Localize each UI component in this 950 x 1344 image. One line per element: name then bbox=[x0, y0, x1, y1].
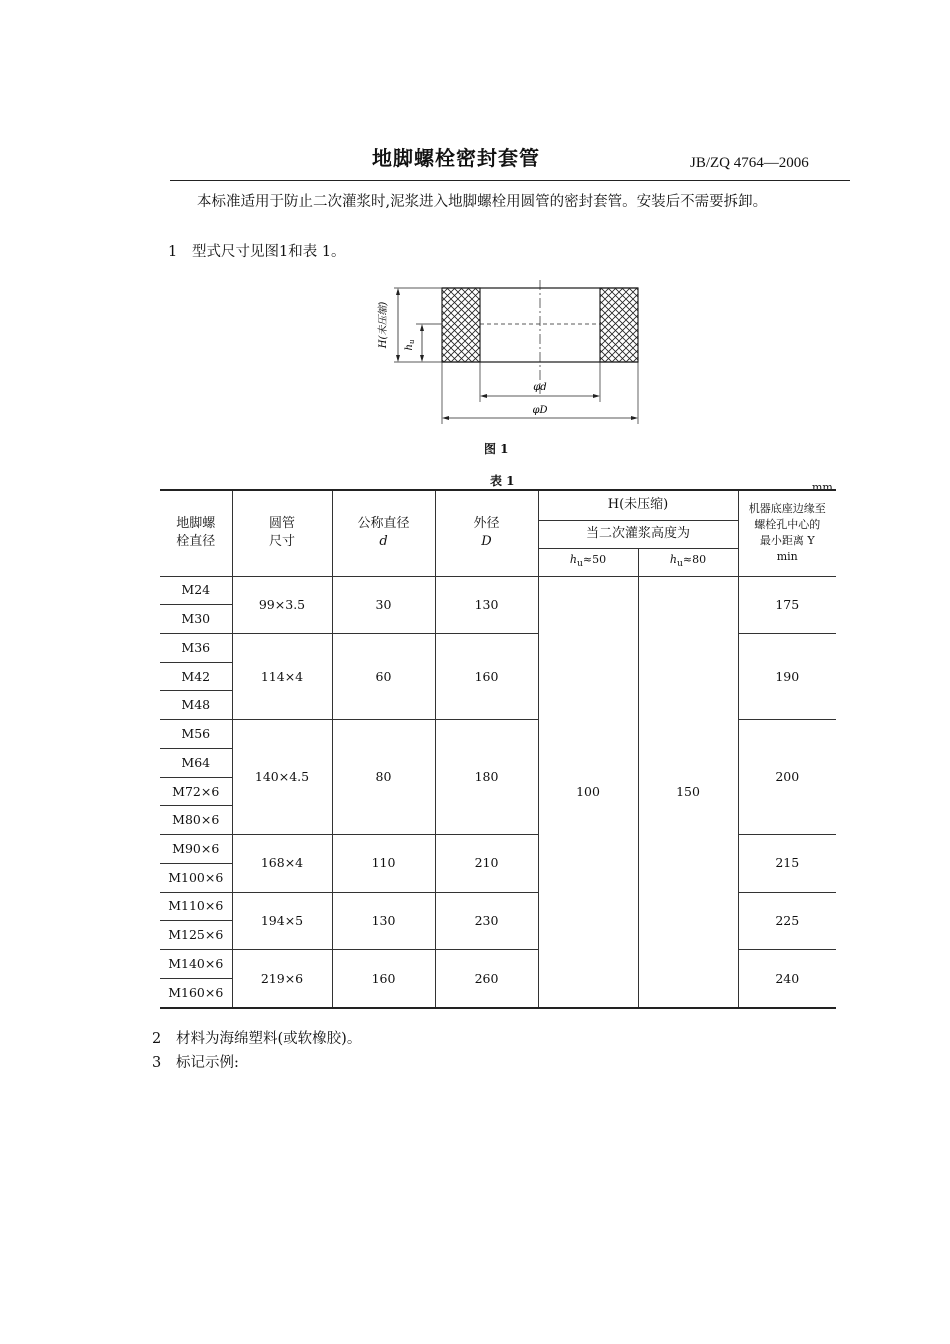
bolt-cell: M42 bbox=[160, 662, 232, 691]
header-hu50-value: ≈50 bbox=[582, 552, 607, 566]
header-hu80-symbol: h bbox=[669, 552, 677, 566]
outer-D-cell: 130 bbox=[435, 576, 538, 633]
bolt-cell: M30 bbox=[160, 605, 232, 634]
D-label: φD bbox=[532, 405, 548, 416]
header-bolt-diameter bbox=[160, 490, 232, 576]
outer-D-cell: 180 bbox=[435, 720, 538, 835]
min-distance-Y-cell: 175 bbox=[738, 576, 836, 633]
bolt-cell: M36 bbox=[160, 633, 232, 662]
bolt-cell: M100×6 bbox=[160, 863, 232, 892]
bolt-cell: M160×6 bbox=[160, 978, 232, 1008]
header-pipe-line2: 尺寸 bbox=[268, 534, 295, 550]
header-outer-diameter bbox=[435, 490, 538, 576]
min-distance-Y-cell: 215 bbox=[738, 835, 836, 892]
figure-caption: 图 1 bbox=[484, 442, 509, 456]
header-hu50-sub: u bbox=[576, 558, 583, 570]
bolt-cell: M64 bbox=[160, 748, 232, 777]
H-hu50-cell: 100 bbox=[538, 576, 638, 1008]
table-caption: 表 1 bbox=[490, 474, 515, 488]
bolt-cell: M72×6 bbox=[160, 777, 232, 806]
bolt-cell: M140×6 bbox=[160, 950, 232, 979]
nominal-d-cell: 30 bbox=[332, 576, 435, 633]
pipe-size-cell: 114×4 bbox=[232, 633, 332, 719]
min-distance-Y-cell: 190 bbox=[738, 633, 836, 719]
outer-D-cell: 160 bbox=[435, 633, 538, 719]
nominal-d-cell: 60 bbox=[332, 633, 435, 719]
header-hu80-value: ≈80 bbox=[682, 552, 707, 566]
header-bolt-line2: 栓直径 bbox=[176, 534, 216, 550]
pipe-size-cell: 219×6 bbox=[232, 950, 332, 1008]
sealing-sleeve-figure bbox=[360, 278, 660, 428]
intro-paragraph: 本标准适用于防止二次灌浆时,泥浆进入地脚螺栓用圆管的密封套管。安装后不需要拆卸。 bbox=[197, 194, 768, 210]
pipe-size-cell: 168×4 bbox=[232, 835, 332, 892]
header-hu-50 bbox=[538, 548, 638, 576]
section-2 bbox=[152, 1027, 361, 1048]
section-3-number: 3 bbox=[152, 1055, 162, 1071]
nominal-d-cell: 110 bbox=[332, 835, 435, 892]
title-rule bbox=[170, 180, 850, 181]
header-min-distance-Y bbox=[738, 490, 836, 576]
page-title: 地脚螺栓密封套管 bbox=[372, 146, 540, 170]
bolt-cell: M110×6 bbox=[160, 892, 232, 921]
bolt-cell: M125×6 bbox=[160, 921, 232, 950]
section-1 bbox=[168, 240, 346, 261]
sleeve-dimension-table bbox=[160, 489, 836, 1009]
header-hu50-symbol: h bbox=[569, 552, 577, 566]
header-nominal-symbol: d bbox=[379, 534, 388, 550]
header-Y-line1: 机器底座边缘至 bbox=[748, 502, 826, 516]
section-3 bbox=[152, 1051, 239, 1072]
H-hu80-cell: 150 bbox=[638, 576, 738, 1008]
pipe-size-cell: 99×3.5 bbox=[232, 576, 332, 633]
right-section-hatch bbox=[600, 288, 638, 362]
header-Y-line3: 最小距离 Y bbox=[759, 534, 815, 548]
header-outer-line1: 外径 bbox=[473, 516, 500, 532]
min-distance-Y-cell: 225 bbox=[738, 892, 836, 949]
header-outer-symbol: D bbox=[481, 534, 492, 550]
bolt-cell: M24 bbox=[160, 576, 232, 605]
header-hu80-sub: u bbox=[676, 558, 683, 570]
outer-D-cell: 260 bbox=[435, 950, 538, 1008]
section-2-number: 2 bbox=[152, 1031, 162, 1047]
nominal-d-cell: 80 bbox=[332, 720, 435, 835]
min-distance-Y-cell: 200 bbox=[738, 720, 836, 835]
nominal-d-cell: 130 bbox=[332, 892, 435, 949]
standard-number: JB/ZQ 4764—2006 bbox=[690, 155, 809, 171]
section-1-text: 型式尺寸见图1和表 1。 bbox=[192, 244, 346, 260]
min-distance-Y-cell: 240 bbox=[738, 950, 836, 1008]
header-Y-unit: min bbox=[776, 550, 798, 564]
header-pipe-size bbox=[232, 490, 332, 576]
bolt-cell: M48 bbox=[160, 691, 232, 720]
header-bolt-line1: 地脚螺 bbox=[176, 516, 216, 532]
nominal-d-cell: 160 bbox=[332, 950, 435, 1008]
header-nominal-line1: 公称直径 bbox=[357, 516, 410, 532]
d-label: φd bbox=[533, 382, 547, 393]
header-Y-line2: 螺栓孔中心的 bbox=[754, 518, 821, 532]
table-unit: mm bbox=[812, 481, 833, 494]
header-H-uncompressed: H(未压缩) bbox=[538, 490, 738, 520]
bolt-cell: M80×6 bbox=[160, 806, 232, 835]
header-nominal-diameter bbox=[332, 490, 435, 576]
pipe-size-cell: 194×5 bbox=[232, 892, 332, 949]
left-section-hatch bbox=[442, 288, 480, 362]
header-pipe-line1: 圆管 bbox=[268, 516, 295, 532]
pipe-size-cell: 140×4.5 bbox=[232, 720, 332, 835]
outer-D-cell: 210 bbox=[435, 835, 538, 892]
H-label: H(未压缩) bbox=[378, 301, 389, 349]
bolt-cell: M56 bbox=[160, 720, 232, 749]
section-2-text: 材料为海绵塑料(或软橡胶)。 bbox=[176, 1031, 362, 1047]
bolt-cell: M90×6 bbox=[160, 835, 232, 864]
header-grout-height: 当二次灌浆高度为 bbox=[538, 520, 738, 548]
section-3-text: 标记示例: bbox=[176, 1055, 239, 1071]
hu-label bbox=[404, 339, 416, 350]
outer-D-cell: 230 bbox=[435, 892, 538, 949]
hu-label-main: h bbox=[404, 344, 415, 351]
header-hu-80 bbox=[638, 548, 738, 576]
section-1-number: 1 bbox=[168, 244, 178, 260]
hu-label-sub: u bbox=[408, 339, 416, 345]
